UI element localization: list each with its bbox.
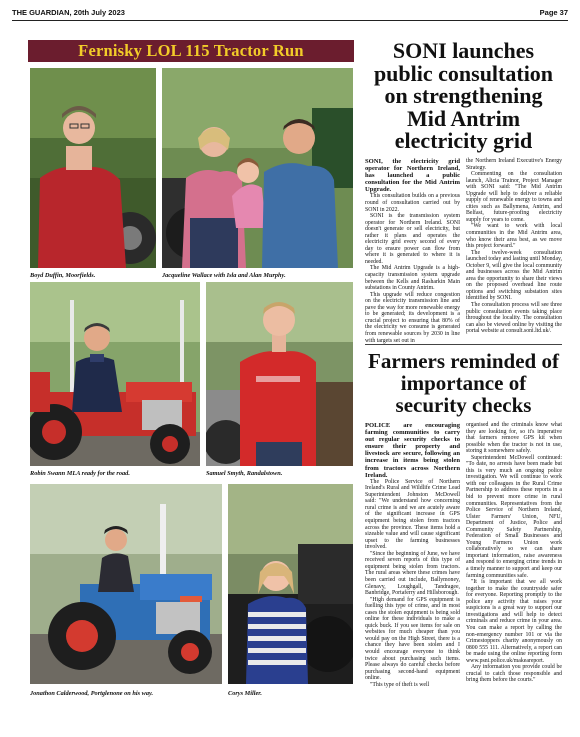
- soni-paragraph: This upgrade will reduce congestion on the electricity transmission line and pave the way for more renewable energy to be generated; its development is a crucial project to ensuring that 80% of the electricity we consume is generated from renewable sources by 2030 in line with targets set out in: [365, 291, 460, 344]
- farmers-paragraph: Any information you provide could be crucial to catch those responsible and bring them before the courts.": [466, 664, 562, 684]
- caption-photo1: Boyd Duffin, Moorfields.: [30, 272, 96, 279]
- article-divider: [365, 344, 562, 345]
- farmers-paragraph: organised and the criminals know what they are looking for, so it's imperative that farmers remove GPS kit when possible when the tractor is not in use, storing it somewhere safely.: [466, 422, 562, 455]
- soni-paragraph: "We want to work with local communities in the Mid Antrim area, who know their area best, as we move this project forward.": [466, 223, 562, 250]
- soni-paragraph: This consultation builds on a previous round of consultation carried out by SONI in 2022.: [365, 193, 460, 213]
- page-number: Page 37: [539, 7, 568, 17]
- farmers-paragraph: "This type of theft is well: [370, 681, 430, 688]
- photo-wallace-murphy: [162, 68, 353, 268]
- caption-photo6: Corys Miller.: [228, 690, 262, 697]
- farmers-headline: Farmers reminded of importance of security checks: [368, 349, 559, 417]
- photo-corys-miller: [228, 484, 353, 684]
- soni-paragraph: SONI is the transmission system operator for Northern Ireland. SONI doesn't generate or sell electricity, but rather it plans and operates the electricity grid every second of every day to ensure power can flow from where it is generated to where it is needed.: [365, 213, 460, 265]
- soni-paragraph: The consultation process will see three public consultation events taking place throughout the locality. The consultation can also be viewed online by visiting the portal website at consult.soni.ltd.uk/.: [466, 302, 562, 335]
- caption-photo3: Robin Swann MLA ready for the road.: [30, 470, 130, 477]
- farmers-column-1: [365, 422, 460, 688]
- farmers-paragraph: "Since the beginning of June, we have received seven reports of this type of equipment being stolen from tractors. The rural areas where these crimes have been carried out include, Ballymoney, Glenavy, Loughgall, Tandragee, Banbridge, Portaferry and Hillsborough.: [365, 550, 460, 597]
- soni-column-1: [365, 158, 460, 344]
- soni-headline: SONI launches public consultation on strengthening Mid Antrim electricity grid: [373, 38, 554, 153]
- farmers-paragraph: Superintendent McDowell continued: "To date, no arrests have been made but this is very much an ongoing police investigation. We will continue to work with our colleagues in the Rural Crime Partnership to address these reports in a bid to prevent more crime in rural communities. Representatives from the Police Service of Northern Ireland, Ulster Farmers' Union, NFU, Department of Justice, Police and Community Safety Partnership, Federation of Small Businesses and Young Farmers Union work collaboratively so we can share important information, raise awareness and respond to emerging crime trends in a timely manner to support and keep our farming communities safe.: [466, 454, 562, 579]
- feature-banner: [28, 40, 354, 62]
- soni-lead: SONI, the electricity grid operator for Northern Ireland, has launched a public consultation for the Mid Antrim Upgrade.: [365, 158, 460, 194]
- feature-title: Fernisky LOL 115 Tractor Run: [78, 41, 304, 60]
- farmers-paragraph: "High demand for GPS equipment is fuelling this type of crime, and in most cases the stolen equipment is being sold online for these individuals to make a quick buck. If you see items for sale on websites for much cheaper than you would pay on the High Street, there is a chance they have been stolen and I would encourage everyone to think twice about purchasing such items. Please always do careful checks before purchasing second-hand equipment online.: [365, 596, 460, 682]
- soni-paragraph: The Mid Antrim Upgrade is a high-capacity transmission system upgrade between the Kells and Rasharkin Main substations in County Antrim.: [365, 265, 460, 292]
- soni-paragraph: the Northern Ireland Executive's Energy Strategy.: [466, 158, 562, 171]
- photo-samuel-smyth: [206, 282, 353, 466]
- soni-paragraph: The twelve-week consultation launched today and lasting until Monday, October 9, will give the local community and businesses across the Mid Antrim area the opportunity to share their views on the proposed overhead line route options and switching substation sites identified by SONI.: [466, 249, 562, 302]
- farmers-paragraph: The Police Service of Northern Ireland's Rural and Wildlife Crime Lead Superintendent Johnston McDowell said: "We understand how concerning rural crime is and we are acutely aware of the significant increase in GPS equipment being stolen from tractors across the province. These items hold a sizeable value and will cause significant upset to the farming businesses involved.: [365, 478, 460, 551]
- farmers-column-2: [466, 422, 562, 684]
- soni-column-2: [466, 158, 562, 335]
- farmers-lead: POLICE are encouraging farming communities to carry out regular security checks to ensure their property and livestock are secure, following an increase in items being stolen from tractors across Northern Ireland.: [365, 422, 460, 479]
- caption-photo4: Samuel Smyth, Randalstown.: [206, 470, 283, 477]
- page-header: [12, 6, 568, 18]
- photo-robin-swann: [30, 282, 200, 466]
- photo-boyd-duffin: [30, 68, 156, 268]
- tractor-run-feature: [28, 40, 354, 706]
- photo-jonathon-calderwood: [30, 484, 222, 684]
- caption-photo2: Jacqueline Wallace with Isla and Alan Murphy.: [162, 272, 286, 279]
- soni-paragraph: Commenting on the consultation launch, Alicia Trainor, Project Manager with SONI said: "The Mid Antrim Upgrade will help to deliver a reliable supply of renewable energy to towns and cities such as Ballymena, Antrim, and Belfast, future-proofing electricity supply for years to come.: [466, 171, 562, 223]
- caption-photo5: Jonathon Calderwood, Portglenone on his way.: [30, 690, 154, 697]
- publication-date: THE GUARDIAN, 20th July 2023: [12, 7, 125, 17]
- farmers-paragraph: "It is important that we all work together to make the countryside safer for everyone. Reporting promptly to the police any activity that raises your suspicions is a great way to support our investigations and will help to detect criminals and reduce crime in your area. You can make a report by calling the non-emergency number 101 or via the Crimestoppers charity anonymously on 0800 555 111. Alternatively, a report can be made using the online reporting form www.psni.police.uk/makeareport.: [466, 579, 562, 664]
- header-rule: [12, 20, 568, 21]
